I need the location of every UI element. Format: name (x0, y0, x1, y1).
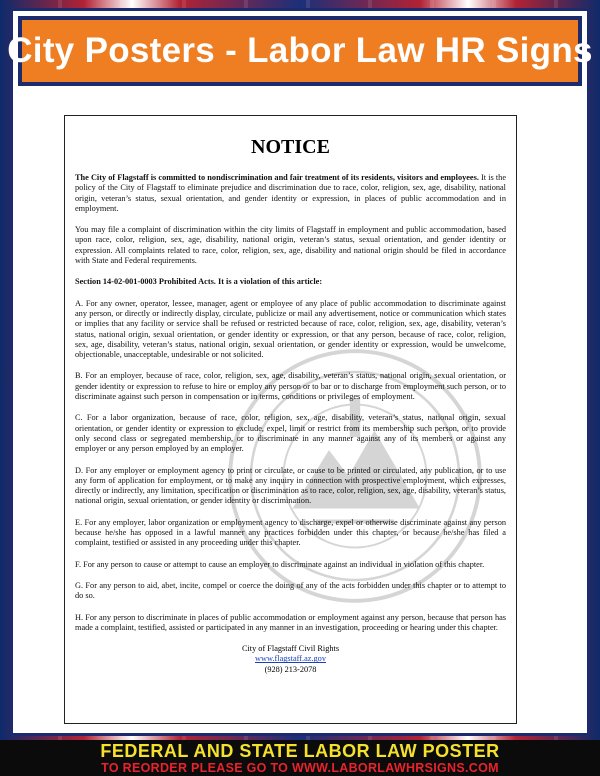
bottom-title: FEDERAL AND STATE LABOR LAW POSTER (100, 740, 500, 761)
prohibited-act-b: B. For an employer, because of race, color, religion, sex, age, disability, veteran’s status, national origin, sexual orientation, or gender identity or expression to refuse to hire or employ any person or to bar or to discharge from employment such person, or to discriminate against such person in compensation or in terms, conditions or privileges of employment. (75, 371, 506, 402)
section-heading (75, 277, 506, 287)
header-banner (7, 16, 593, 86)
prohibited-act-a: A. For any owner, operator, lessee, manager, agent or employee of any place of public accommodation to discriminate against any person, or directly or indirectly display, circulate, publicize or mail any advertisement, notice or communication which states or implies that any facility or service shall be refused or restricted because of race, color, religion, sex, age, disability, veteran’s status, national origin, sexual orientation, or gender identity or expression, or that any person, because of race, color, religion, sex, age, disability, veteran’s status, national origin, sexual orientation, or gender identity or expression, would be unwelcome, objectionable, unacceptable, undesirable or not solicited. (75, 298, 506, 360)
bottom-banner (0, 740, 600, 776)
footer-org: City of Flagstaff Civil Rights (241, 644, 340, 654)
section-heading-text: Section 14-02-001-0003 Prohibited Acts. It is a violation of this article: (75, 277, 323, 287)
notice-document (64, 115, 517, 724)
prohibited-act-h: H. For any person to discriminate in places of public accommodation or employment against any person, because that person has made a complaint, testified, assisted or participated in any manner in an investigation, proceeding or hearing under this chapter. (75, 612, 506, 632)
complaint-paragraph: You may file a complaint of discrimination within the city limits of Flagstaff in employment and public accommodation, based upon race, color, religion, sex, age, disability, national origin, veteran’s status, sexual orientation, and gender identity or expression. All complaints related to race, color, religion, sex, age, disability and national origin should be filed in accordance with State and Federal requirements. (75, 225, 506, 266)
prohibited-act-d: D. For any employer or employment agency to print or circulate, or cause to be printed or circulated, any publication, or to use any form of application for employment, or to make any inquiry in connection with prospective employment, which expresses, directly or indirectly, any limitation, specification or discrimination as to race, color, religion, sex, age, disability, veteran’s status, national origin, sexual orientation, or gender identity or discrimination. (75, 465, 506, 506)
prohibited-act-g: G. For any person to aid, abet, incite, compel or coerce the doing of any of the acts forbidden under this chapter or to attempt to do so. (75, 580, 506, 601)
header-title: City Posters - Labor Law HR Signs (7, 31, 593, 70)
intro-text: It is the policy of the City of Flagstaff to eliminate prejudice and discrimination due to race, color, religion, sex, age, disability, national origin, veteran’s status, sexual orientation, and gender identity or expression, in places of public accommodation and in employment. (75, 173, 506, 213)
intro-paragraph (75, 173, 506, 214)
footer-phone: (928) 213-2078 (264, 664, 317, 674)
notice-footer (75, 644, 506, 675)
reorder-link[interactable]: TO REORDER PLEASE GO TO WWW.LABORLAWHRSIGNS.COM (101, 760, 499, 775)
intro-bold: The City of Flagstaff is committed to nondiscrimination and fair treatment of its residents, visitors and employees. (75, 173, 479, 182)
notice-title: NOTICE (251, 136, 330, 158)
prohibited-act-c: C. For a labor organization, because of race, color, religion, sex, age, disability, veteran’s status, national origin, sexual orientation, or gender identity or expression to exclude, expel, limit or restrict from its membership such person, or to provide only second class or segregated membership, or to discriminate in any manner against any of its members or against any employer or any person employed by an employer. (75, 413, 506, 454)
prohibited-act-e: E. For any employer, labor organization or employment agency to discharge, expel or otherwise discriminate against any person because he/she has opposed in a lawful manner any practices forbidden under this chapter, or because he/she has filed a complaint, testified or assisted in any proceeding under this chapter. (75, 517, 506, 548)
prohibited-act-f: F. For any person to cause or attempt to cause an employer to discriminate against an individual in violation of this chapter. (75, 559, 485, 569)
footer-website-link[interactable]: www.flagstaff.az.gov (255, 654, 326, 664)
